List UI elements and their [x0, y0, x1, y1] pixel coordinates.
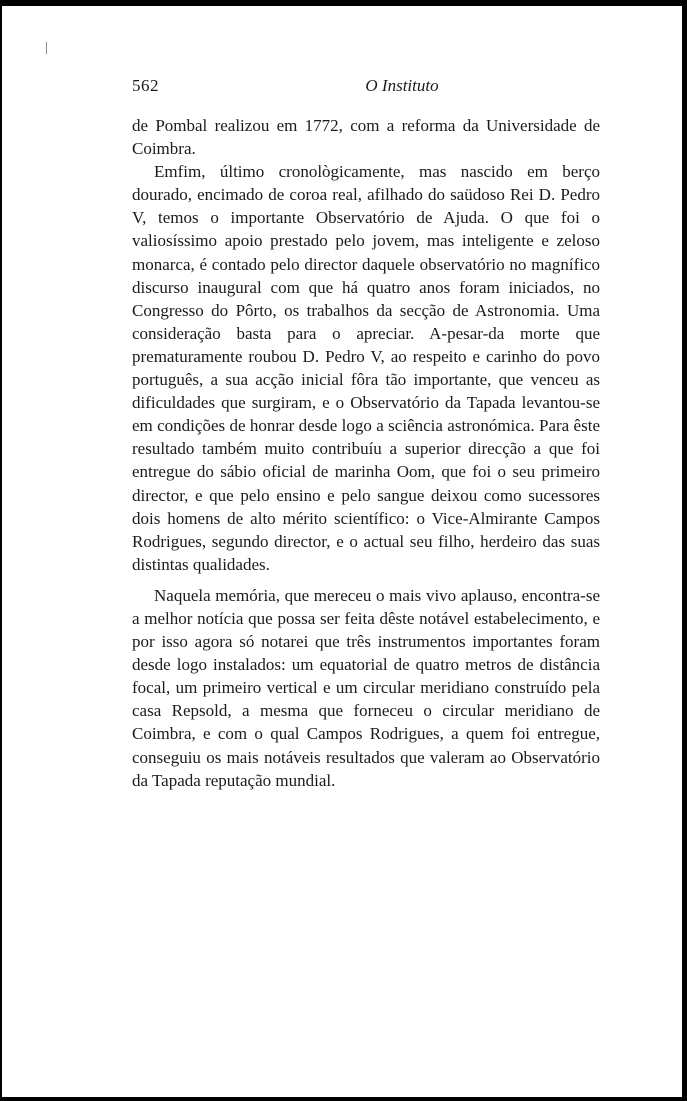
body-text	[132, 114, 600, 792]
paragraph-instrumentos: Naquela memória, que mereceu o mais vivo aplauso, encontra-se a melhor notícia que possa ser feita dêste notável estabelecimento, e por isso agora só notarei que três instrumentos importantes foram desde logo instalados: um equatorial de quatro metros de distância focal, um primeiro vertical e um circular meridiano construído pela casa Repsold, a mesma que forneceu o circular meridiano de Coimbra, e com o qual Campos Rodrigues, a quem foi entregue, conseguiu os mais notáveis resultados que valeram ao Observatório da Tapada reputação mundial.	[132, 585, 600, 790]
margin-mark	[46, 42, 47, 54]
page-number: 562	[132, 76, 159, 95]
running-head	[132, 76, 607, 100]
journal-title: O Instituto	[365, 76, 439, 95]
paragraph-observatorio-ajuda: Emfim, último cronològicamente, mas nascido em berço dourado, encimado de coroa real, afilhado do saüdoso Rei D. Pedro V, temos o importante Observatório de Ajuda. O que foi o valiosíssimo apoio prestado pelo jovem, mas inteligente e zeloso monarca, é contado pelo director daquele observatório no magnífico discurso inaugural com que há quatro anos foram iniciados, no Congresso do Pôrto, os trabalhos da secção de Astronomia. Uma consideração basta para o apreciar. A-pesar-da morte que prematuramente roubou D. Pedro V, ao respeito e carinho do povo português, a sua acção inicial fôra tão importante, que venceu as dificuldades que surgiram, e o Observatório da Tapada levantou-se em condições de honrar desde logo a sciência astronómica. Para êste resultado também muito contribuíu a superior direcção a que foi entregue do sábio oficial de marinha Oom, que foi o seu primeiro director, e que pelo ensino e pelo sangue deixou como sucessores dois homens de alto mérito scientífico: o Vice-Almirante Campos Rodrigues, segundo director, e o actual seu filho, herdeiro das suas distintas qualidades.	[132, 162, 600, 574]
paragraph-continuation: de Pombal realizou em 1772, com a reforma da Universidade de Coimbra.	[132, 116, 600, 159]
